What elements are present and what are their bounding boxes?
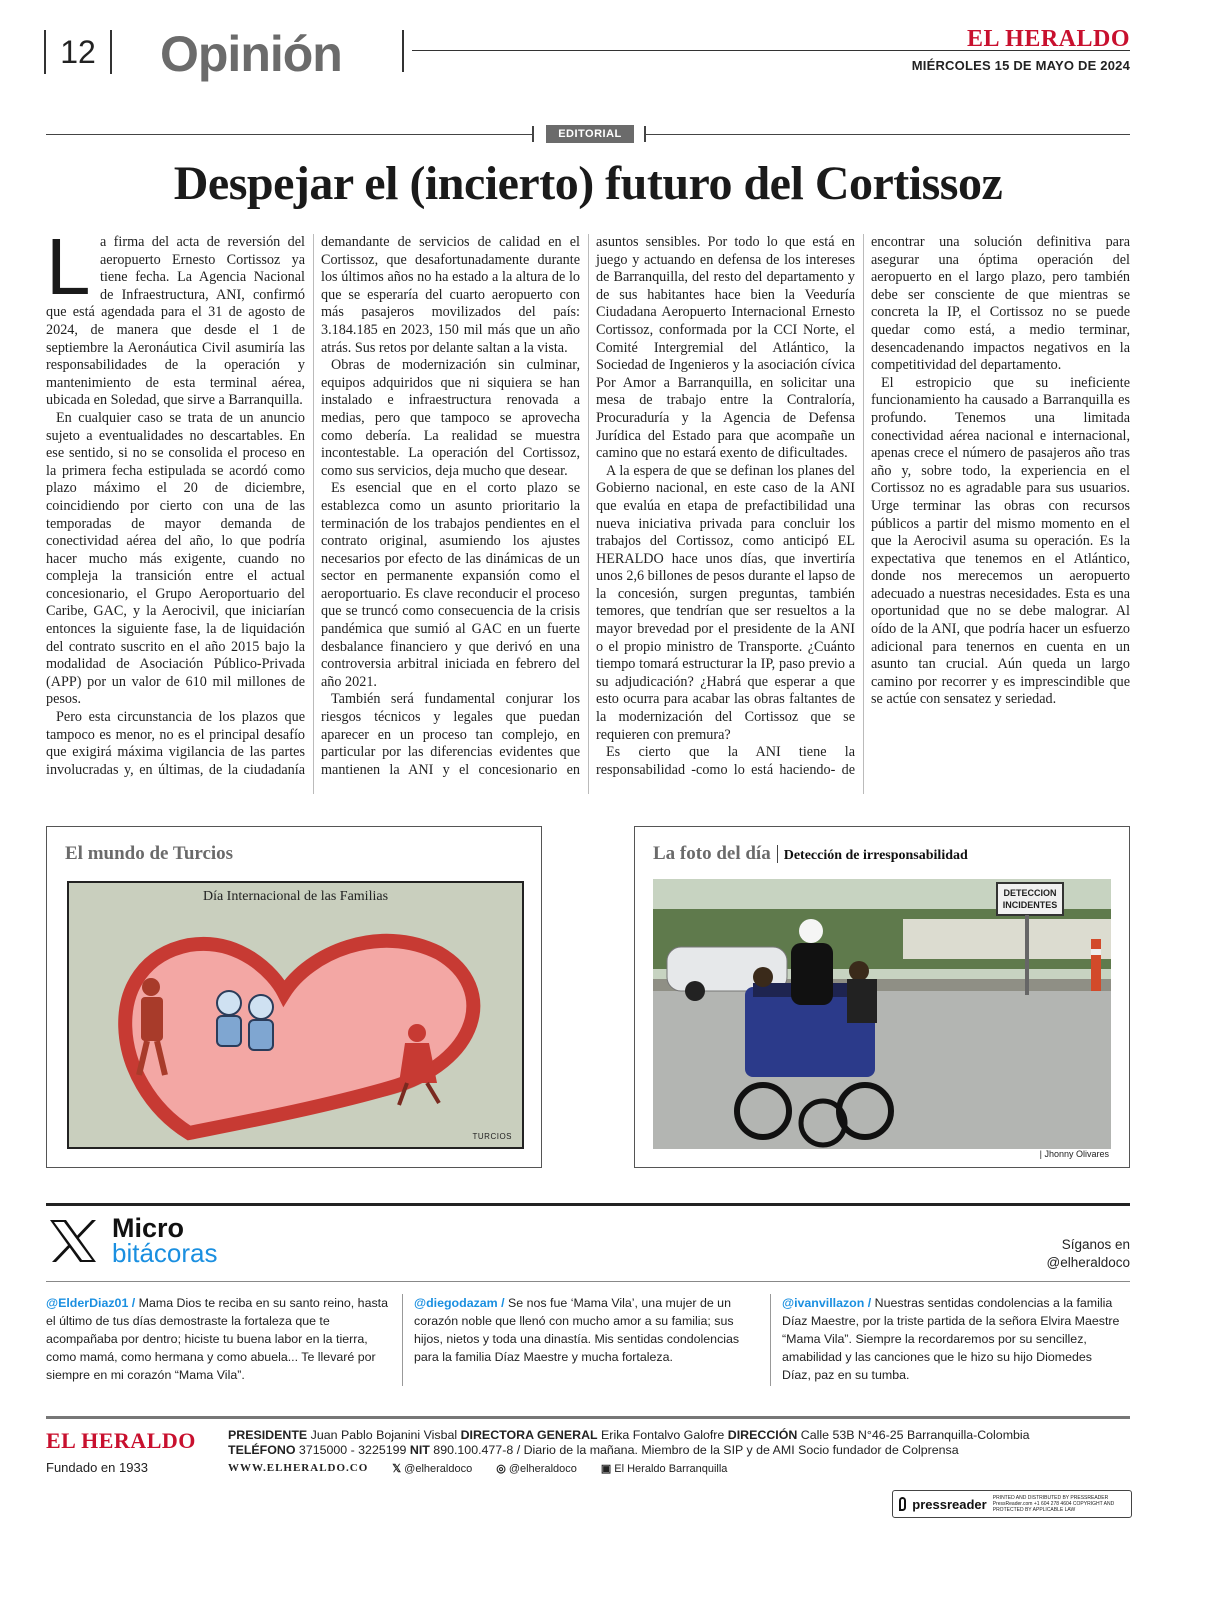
masthead-credits <box>228 1428 1030 1458</box>
article-paragraph: Es cierto que la ANI tiene la responsabilidad -como lo está haciendo- de encontrar una solución definitiva para asegurar una óptima operación del aeropuerto en el largo plazo, pero también debe ser consciente de que mientras se concreta la IP, el Cortissoz no se puede quedar como está, a medio terminar, desencadenando impactos negativos en la competitividad del departamento. <box>596 234 1130 778</box>
header-divider <box>402 30 404 72</box>
article-paragraph: A la espera de que se definan los planes del Gobierno nacional, en este caso de la ANI que evalúa en etapa de prefactibilidad una nueva iniciativa privada para concluir los trabajos del Cortissoz, como anticipó EL HERALDO hace unos días, que invertiría unos 2,6 billones de pesos durante el lapso de la concesión, surgen preguntas, también temores, que tendrían que ser resueltos a la mayor brevedad por el presidente de la ANI o el propio ministro de Transporte. ¿Cuánto tiempo tomará estructurar la IP, paso previo a su adjudicación? ¿Habrá que esperar a que esto ocurra para acabar las obras faltantes de la modernización del Cortissoz que se requieren con premura? <box>596 462 855 743</box>
follow-handle[interactable]: @elheraldoco <box>1046 1255 1130 1270</box>
article-paragraph: En cualquier caso se trata de un anuncio sujeto a eventualidades no descartables. En ese sentido, si no se consolida el proceso en la primera fecha estipulada se acordó como plazo máximo el 20 de diciembre, coincidiendo por cierto con una de las temporadas de mayor demanda de conectividad aérea del año, lo que podría hacer mucho más exigente, cuando no compleja la transición entre el actual concesionario, el Grupo Aeroportuario del Caribe, GAC, y la Aerocivil, que iniciarían entonces la siguiente fase, la de liquidación del contrato suscrito en el año 2015 bajo la modalidad de Asociación Público-Privada (APP) por un valor de 610 mil millones de pesos. <box>46 409 305 708</box>
section-title: Opinión <box>160 26 342 82</box>
article-paragraph: También será fundamental conjurar los riesgos técnicos y legales que puedan aparecer en un proceso tan complejo, en particular por las diferencias evidentes que mantienen la ANI y el concesionario en asuntos sensibles. Por todo lo que está en juego y actuando en defensa de los intereses de Barranquilla, del resto del departamento y de sus habitantes hace bien la Veeduría Ciudadana Aeropuerto Internacional Ernesto Cortissoz, conformada por la CCI Norte, el Comité Intergremial del Atlántico, la Sociedad de Ingenieros y la asociación cívica Por Amor a Barranquilla, en solicitar una mesa de trabajo entre la Contraloría, Procuraduría y la Agencia de Defensa Jurídica del Estado para que acompañe un camino que no estará exento de dificultades. <box>321 234 855 778</box>
editorial-headline: Despejar el (incierto) futuro del Cortissoz <box>173 157 1003 210</box>
editorial-rule-left <box>46 134 534 135</box>
tweet-handle[interactable]: @ElderDiaz01 / <box>46 1296 136 1310</box>
editorial-rule-right <box>646 134 1130 135</box>
x-link[interactable]: 𝕏 @elheraldoco <box>392 1463 473 1475</box>
cartoon-illustration <box>69 883 522 1147</box>
photo-box <box>634 826 1130 1168</box>
article-paragraph: La firma del acta de reversión del aeropuerto Ernesto Cortissoz ya tiene fecha. La Agencia Nacional de Infraestructura, ANI, confirmó que está agendada para el 31 de agosto de 2024, de manera que desde el 1 de septiembre la Aeronáutica Civil asumiría las responsabilidades de la operación y mantenimiento de esta terminal aérea, ubicada en Soledad, que sirve a Barranquilla. <box>46 222 305 409</box>
masthead-logo: EL HERALDO <box>966 26 1130 52</box>
editorial-tick <box>532 126 534 142</box>
photo-credit: | Jhonny Olivares <box>1039 1149 1109 1159</box>
photo-subtitle: Detección de irresponsabilidad <box>783 848 968 863</box>
x-icon: 𝕏 <box>392 1463 402 1475</box>
micro-title-1: Micro <box>112 1213 185 1243</box>
photo-of-the-day <box>653 879 1111 1149</box>
cartoon-box <box>46 826 542 1168</box>
article-paragraph: El estropicio que su ineficiente funcionamiento ha causado a Barranquilla es profundo. Tenemos una limitada conectividad aérea nacional e internacional, apenas crece el número de pasajeros año tras año y, sobre todo, la experiencia en el Cortissoz no es agradable para sus usuarios. Urge terminar las obras con recursos públicos a partir del mismo momento en el que la Aerocivil asuma su operación. Es la expectativa que tenemos en el Atlántico, donde nos merecemos un aeropuerto adecuado a nuestras necesidades. Esta es una oportunidad que no se debe malograr. Al oído de la ANI, que podría hacer un esfuerzo adicional para tenernos en cuenta en un asunto tan crucial. Aún queda un largo camino por recorrer y es imprescindible que se actúe con sensatez y seriedad. <box>871 374 1130 708</box>
editorial-badge: EDITORIAL <box>546 125 634 143</box>
cartoon-caption: Día Internacional de las Familias <box>202 889 389 904</box>
tweet-text: Se nos fue ‘Mama Vila’, una mujer de un corazón noble que llenó con mucho amor a su familia; sus hijos, nietos y toda una dinastía. Mis sentidas condolencias para la familia Díaz Maestre y mucha fortaleza. <box>414 1296 740 1364</box>
footer-logo: EL HERALDO <box>46 1428 196 1453</box>
pressreader-badge <box>892 1490 1132 1518</box>
tweet-handle[interactable]: @ivanvillazon / <box>782 1296 872 1310</box>
issue-date: MIÉRCOLES 15 DE MAYO DE 2024 <box>911 58 1130 73</box>
cartoonist-signature: TURCIOS <box>472 1132 512 1141</box>
tweet <box>414 1294 756 1366</box>
micro-divider <box>46 1281 1130 1282</box>
photo-illustration <box>653 879 1111 1149</box>
editorial-body <box>46 222 1130 794</box>
founded-year: Fundado en 1933 <box>46 1460 148 1475</box>
cartoon-box-title: El mundo de Turcios <box>65 843 234 864</box>
tweet-text: Mama Dios te reciba en su santo reino, hasta el último de tus días demostraste la fortaleza que te acompañaba por dentro; hiciste tu buena labor en la tierra, como mamá, como hermana y como abuela... Te llevaré por siempre en mi corazón “Mama Vila”. <box>46 1296 388 1382</box>
photo-section-label: La foto del día <box>653 843 771 864</box>
instagram-icon: ◎ <box>496 1463 506 1475</box>
tweet <box>782 1294 1124 1384</box>
micro-section-rule <box>46 1203 1130 1206</box>
photo-box-title <box>653 843 968 865</box>
page-number: 12 <box>44 30 112 74</box>
pressreader-logo: pressreader <box>912 1496 987 1512</box>
credits-line-2: TELÉFONO 3715000 - 3225199 NIT 890.100.477-8 / Diario de la mañana. Miembro de la SIP y de AMI Socio fundador de Colprensa <box>228 1443 959 1457</box>
article-paragraph: Es esencial que en el corto plazo se establezca como un asunto prioritario la terminación de los trabajos pendientes en el contrato original, asumiendo los ajustes necesarios por efecto de las dinámicas de un sector en permanente expansión como el aeroportuario. Es clave reconducir el proceso que se truncó como consecuencia de la crisis pandémica que sumió al GAC en un fuerte desbalance financiero y que derivó en una controversia arbitral iniciada en febrero del año 2021. <box>321 480 580 690</box>
follow-label: Síganos en <box>1061 1237 1130 1252</box>
follow-us <box>1046 1236 1130 1272</box>
sign-text: INCIDENTES <box>1002 900 1058 910</box>
tweet <box>46 1294 388 1384</box>
article-paragraph: Obras de modernización sin culminar, equipos adquiridos que ni siquiera se han instalado e infraestructura renovada a medias, pero que tampoco se aprovecha como debería. La realidad se muestra incontestable. La operación del Cortissoz, como sus servicios, deja mucho que desear. <box>321 357 580 479</box>
instagram-link[interactable]: ◎ @elheraldoco <box>496 1463 577 1475</box>
facebook-link[interactable]: ▣ El Heraldo Barranquilla <box>600 1463 728 1475</box>
facebook-icon: ▣ <box>600 1463 612 1475</box>
sign-text: DETECCION <box>1003 888 1057 898</box>
title-divider <box>777 845 778 863</box>
micro-title-2: bitácoras <box>112 1238 218 1268</box>
tweet-separator <box>770 1294 771 1386</box>
footer-rule <box>46 1416 1130 1419</box>
tweet-text: Nuestras sentidas condolencias a la familia Díaz Maestre, por la triste partida de la señora Elvira Maestre “Mama Vila”. Siempre la recordaremos por su sencillez, amabilidad y las canciones que le hizo su hijo Diomedes Díaz, paz en su tumba. <box>782 1296 1120 1382</box>
footer-links <box>228 1462 727 1475</box>
pressreader-icon <box>899 1497 906 1511</box>
pressreader-notice: PRINTED AND DISTRIBUTED BY PRESSREADER PressReader.com +1 604 278 4604 COPYRIGHT AND PROTECTED BY APPLICABLE LAW <box>992 1495 1115 1513</box>
tweet-handle[interactable]: @diegodazam / <box>414 1296 505 1310</box>
article-paragraph: Pero esta circunstancia de los plazos que tampoco es menor, no es el principal desafío que exigirá máxima vigilancia de las partes involucradas y, en últimas, de la ciudadanía demandante de servicios de calidad en el Cortissoz, que desafortunadamente durante los últimos años no ha estado a la altura de lo que se esperaría del cuarto aeropuerto con más pasajeros movilizados del país: 3.184.185 en 2023, 150 mil más que un año atrás. Sus retos por delante saltan a la vista. <box>46 234 580 778</box>
x-logo-icon <box>48 1218 98 1264</box>
cartoon-image <box>67 881 524 1149</box>
credits-line-1: PRESIDENTE Juan Pablo Bojanini Visbal DIRECTORA GENERAL Erika Fontalvo Galofre DIRECCIÓN Calle 53B N°46-25 Barranquilla-Colombia <box>228 1428 1030 1442</box>
drop-cap: L <box>46 222 91 311</box>
tweet-separator <box>402 1294 403 1386</box>
website-link[interactable]: WWW.ELHERALDO.CO <box>228 1462 369 1474</box>
